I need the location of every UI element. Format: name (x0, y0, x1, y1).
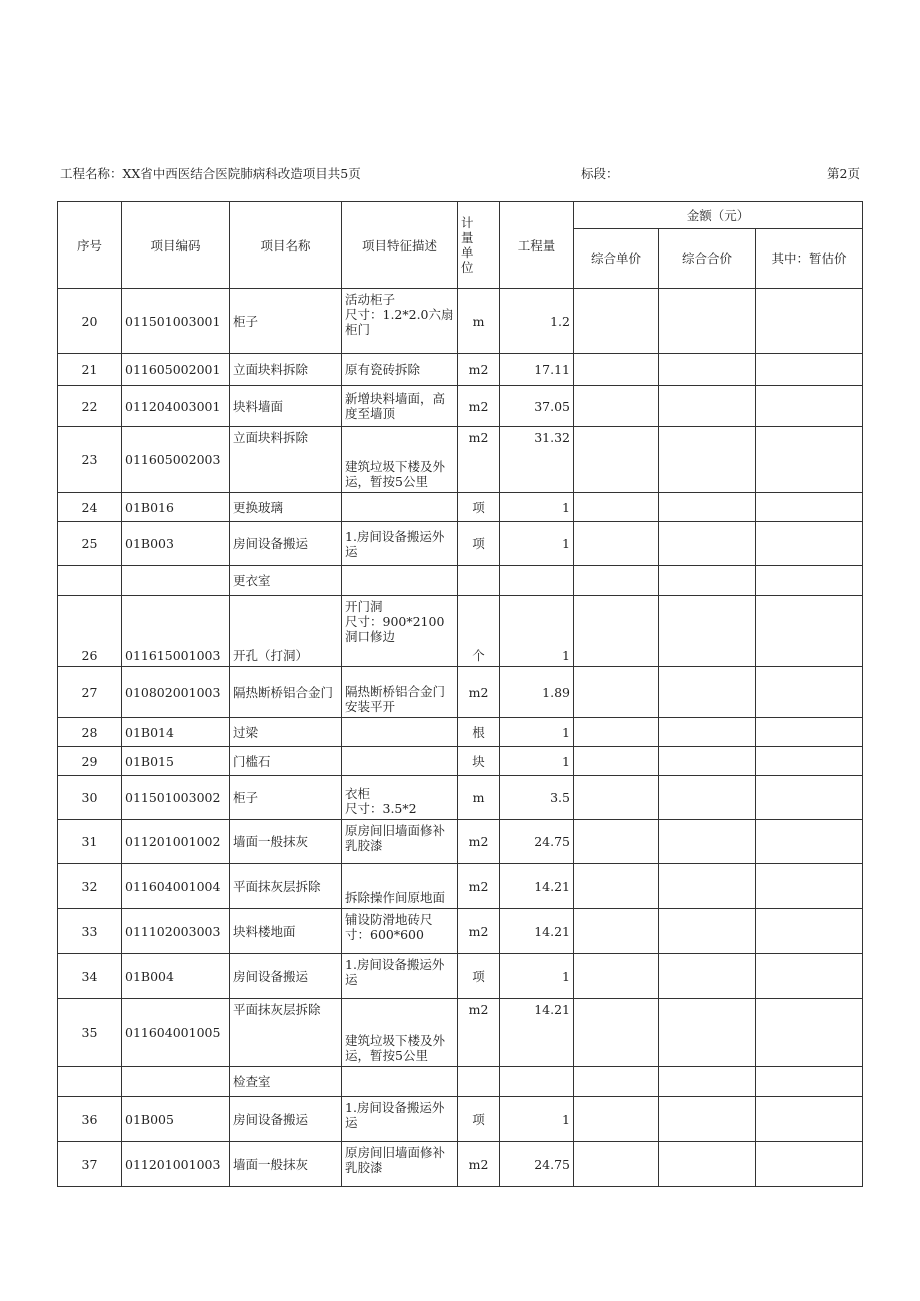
cell-code: 011201001002 (122, 820, 230, 864)
cell-name: 立面块料拆除 (230, 354, 342, 386)
cell-quantity: 17.11 (500, 354, 574, 386)
table-row (58, 596, 863, 667)
cell-provisional (756, 289, 863, 354)
cell-total-price (659, 493, 756, 522)
cell-description: 活动柜子 尺寸：1.2*2.0六扇柜门 (342, 289, 458, 354)
cell-code: 010802001003 (122, 667, 230, 718)
cell-quantity: 1 (500, 718, 574, 747)
cell-index: 22 (58, 386, 122, 427)
cell-code: 01B014 (122, 718, 230, 747)
cell-description: 原房间旧墙面修补乳胶漆 (342, 820, 458, 864)
cell-total-price (659, 522, 756, 566)
cell-unit: m2 (458, 427, 500, 493)
cell-description: 原房间旧墙面修补乳胶漆 (342, 1142, 458, 1187)
cell-total-price (659, 289, 756, 354)
cell-total-price (659, 566, 756, 596)
cell-description: 1.房间设备搬运外运 (342, 1097, 458, 1142)
cell-total-price (659, 354, 756, 386)
cell-description: 铺设防滑地砖尺寸：600*600 (342, 909, 458, 954)
cell-total-price (659, 667, 756, 718)
table-body (58, 289, 863, 1187)
cell-unit: 个 (458, 596, 500, 667)
table-row (58, 776, 863, 820)
cell-name: 房间设备搬运 (230, 1097, 342, 1142)
cell-unit: m (458, 776, 500, 820)
cell-description: 隔热断桥铝合金门安装平开 (342, 667, 458, 718)
cell-unit-price (574, 354, 659, 386)
cell-quantity: 1 (500, 747, 574, 776)
cell-index: 30 (58, 776, 122, 820)
cell-provisional (756, 493, 863, 522)
cell-name: 门槛石 (230, 747, 342, 776)
cell-total-price (659, 596, 756, 667)
cell-unit-price (574, 493, 659, 522)
cell-unit-price (574, 566, 659, 596)
cell-code: 011201001003 (122, 1142, 230, 1187)
cell-unit-price (574, 999, 659, 1067)
cell-quantity: 31.32 (500, 427, 574, 493)
cell-index: 29 (58, 747, 122, 776)
cell-quantity (500, 1067, 574, 1097)
cell-provisional (756, 864, 863, 909)
cell-index: 37 (58, 1142, 122, 1187)
cell-index: 28 (58, 718, 122, 747)
cell-provisional (756, 718, 863, 747)
cell-name: 房间设备搬运 (230, 522, 342, 566)
cell-description: 1.房间设备搬运外运 (342, 522, 458, 566)
cell-unit-price (574, 1097, 659, 1142)
table-row (58, 864, 863, 909)
cell-unit: m2 (458, 820, 500, 864)
cell-index: 32 (58, 864, 122, 909)
section-label: 标段： (581, 166, 619, 181)
cell-quantity: 1 (500, 954, 574, 999)
table-row (58, 386, 863, 427)
cell-total-price (659, 864, 756, 909)
cell-provisional (756, 354, 863, 386)
cell-description (342, 747, 458, 776)
cell-unit-price (574, 522, 659, 566)
cell-quantity: 1 (500, 1097, 574, 1142)
cell-quantity: 24.75 (500, 1142, 574, 1187)
bill-of-quantities-table (57, 201, 863, 1187)
cell-provisional (756, 820, 863, 864)
cell-description: 原有瓷砖拆除 (342, 354, 458, 386)
cell-code: 01B005 (122, 1097, 230, 1142)
cell-total-price (659, 999, 756, 1067)
cell-unit-price (574, 909, 659, 954)
col-name-header: 项目名称 (230, 202, 342, 289)
table-row (58, 354, 863, 386)
cell-unit: m2 (458, 667, 500, 718)
cell-provisional (756, 999, 863, 1067)
cell-description (342, 718, 458, 747)
cell-unit: 项 (458, 954, 500, 999)
table-row (58, 1097, 863, 1142)
table-row (58, 427, 863, 493)
cell-unit: m2 (458, 354, 500, 386)
cell-index: 34 (58, 954, 122, 999)
cell-quantity: 14.21 (500, 999, 574, 1067)
cell-name: 过梁 (230, 718, 342, 747)
cell-name: 平面抹灰层拆除 (230, 999, 342, 1067)
cell-total-price (659, 747, 756, 776)
cell-provisional (756, 909, 863, 954)
section-row (58, 1067, 863, 1097)
cell-provisional (756, 596, 863, 667)
cell-code (122, 566, 230, 596)
cell-unit-price (574, 776, 659, 820)
cell-name: 更换玻璃 (230, 493, 342, 522)
cell-quantity: 37.05 (500, 386, 574, 427)
cell-provisional (756, 776, 863, 820)
cell-index: 27 (58, 667, 122, 718)
cell-unit: m2 (458, 999, 500, 1067)
cell-unit-price (574, 1142, 659, 1187)
cell-description (342, 566, 458, 596)
cell-total-price (659, 776, 756, 820)
cell-total-price (659, 954, 756, 999)
cell-index: 35 (58, 999, 122, 1067)
cell-provisional (756, 1067, 863, 1097)
col-description-header: 项目特征描述 (342, 202, 458, 289)
cell-unit-price (574, 667, 659, 718)
cell-unit-price (574, 596, 659, 667)
cell-provisional (756, 954, 863, 999)
cell-name: 块料墙面 (230, 386, 342, 427)
cell-unit-price (574, 289, 659, 354)
table-row (58, 718, 863, 747)
cell-quantity: 24.75 (500, 820, 574, 864)
cell-quantity: 14.21 (500, 909, 574, 954)
cell-code: 01B015 (122, 747, 230, 776)
cell-quantity (500, 566, 574, 596)
cell-unit (458, 1067, 500, 1097)
cell-description: 新增块料墙面，高度至墙顶 (342, 386, 458, 427)
cell-provisional (756, 1097, 863, 1142)
cell-code: 011102003003 (122, 909, 230, 954)
cell-description: 衣柜 尺寸：3.5*2 (342, 776, 458, 820)
cell-total-price (659, 909, 756, 954)
cell-code: 011501003001 (122, 289, 230, 354)
cell-name: 平面抹灰层拆除 (230, 864, 342, 909)
table-row (58, 667, 863, 718)
cell-unit: 项 (458, 522, 500, 566)
cell-unit: 块 (458, 747, 500, 776)
table-header-row (58, 202, 863, 229)
cell-name: 柜子 (230, 289, 342, 354)
cell-code: 01B004 (122, 954, 230, 999)
cell-provisional (756, 667, 863, 718)
cell-quantity: 1 (500, 596, 574, 667)
col-index-header: 序号 (58, 202, 122, 289)
cell-unit: m2 (458, 909, 500, 954)
cell-unit: m2 (458, 864, 500, 909)
cell-code: 011501003002 (122, 776, 230, 820)
cell-index: 21 (58, 354, 122, 386)
cell-total-price (659, 386, 756, 427)
col-total-price-header: 综合合价 (659, 229, 756, 289)
cell-index: 20 (58, 289, 122, 354)
cell-quantity: 1.2 (500, 289, 574, 354)
col-quantity-header: 工程量 (500, 202, 574, 289)
col-unit-price-header: 综合单价 (574, 229, 659, 289)
section-row (58, 566, 863, 596)
cell-total-price (659, 1067, 756, 1097)
cell-total-price (659, 1097, 756, 1142)
cell-code: 011615001003 (122, 596, 230, 667)
cell-provisional (756, 1142, 863, 1187)
cell-code: 011605002001 (122, 354, 230, 386)
col-provisional-header: 其中：暂估价 (756, 229, 863, 289)
cell-description: 开门洞 尺寸：900*2100洞口修边 (342, 596, 458, 667)
cell-name: 隔热断桥铝合金门 (230, 667, 342, 718)
cell-index: 23 (58, 427, 122, 493)
cell-quantity: 1.89 (500, 667, 574, 718)
cell-index: 24 (58, 493, 122, 522)
cell-description: 拆除操作间原地面 (342, 864, 458, 909)
cell-description (342, 493, 458, 522)
cell-unit (458, 566, 500, 596)
table-row (58, 1142, 863, 1187)
cell-unit-price (574, 1067, 659, 1097)
cell-provisional (756, 427, 863, 493)
cell-unit-price (574, 864, 659, 909)
cell-unit-price (574, 427, 659, 493)
cell-unit-price (574, 747, 659, 776)
cell-provisional (756, 522, 863, 566)
cell-description (342, 1067, 458, 1097)
cell-total-price (659, 1142, 756, 1187)
cell-unit-price (574, 954, 659, 999)
table-row (58, 493, 863, 522)
cell-index: 26 (58, 596, 122, 667)
cell-total-price (659, 718, 756, 747)
cell-name: 立面块料拆除 (230, 427, 342, 493)
cell-code (122, 1067, 230, 1097)
cell-code: 011604001005 (122, 999, 230, 1067)
cell-quantity: 14.21 (500, 864, 574, 909)
table-row (58, 909, 863, 954)
cell-name: 墙面一般抹灰 (230, 820, 342, 864)
cell-name: 墙面一般抹灰 (230, 1142, 342, 1187)
cell-unit: 项 (458, 493, 500, 522)
cell-name: 开孔（打洞） (230, 596, 342, 667)
cell-name: 更衣室 (230, 566, 342, 596)
table-row (58, 820, 863, 864)
table-row (58, 522, 863, 566)
cell-index: 25 (58, 522, 122, 566)
cell-index (58, 566, 122, 596)
table-row (58, 289, 863, 354)
cell-unit: 根 (458, 718, 500, 747)
cell-unit: m2 (458, 386, 500, 427)
cell-code: 011605002003 (122, 427, 230, 493)
cell-description: 1.房间设备搬运外运 (342, 954, 458, 999)
cell-index: 36 (58, 1097, 122, 1142)
cell-name: 房间设备搬运 (230, 954, 342, 999)
cell-quantity: 3.5 (500, 776, 574, 820)
cell-unit: 项 (458, 1097, 500, 1142)
page-number: 第2页 (827, 166, 860, 181)
table-row (58, 999, 863, 1067)
cell-total-price (659, 820, 756, 864)
col-amount-group-header: 金额（元） (574, 202, 863, 229)
col-unit-header (458, 202, 500, 289)
cell-name: 检查室 (230, 1067, 342, 1097)
cell-unit: m (458, 289, 500, 354)
cell-quantity: 1 (500, 522, 574, 566)
cell-index (58, 1067, 122, 1097)
cell-code: 011604001004 (122, 864, 230, 909)
cell-provisional (756, 747, 863, 776)
cell-index: 31 (58, 820, 122, 864)
col-code-header: 项目编码 (122, 202, 230, 289)
cell-unit: m2 (458, 1142, 500, 1187)
cell-unit-price (574, 718, 659, 747)
cell-total-price (659, 427, 756, 493)
cell-code: 01B003 (122, 522, 230, 566)
cell-unit-price (574, 820, 659, 864)
cell-unit-price (574, 386, 659, 427)
cell-name: 柜子 (230, 776, 342, 820)
cell-provisional (756, 386, 863, 427)
table-row (58, 954, 863, 999)
col-unit-header-text: 计量单位 (461, 215, 474, 275)
cell-description: 建筑垃圾下楼及外运，暂按5公里 (342, 999, 458, 1067)
cell-provisional (756, 566, 863, 596)
cell-index: 33 (58, 909, 122, 954)
table-row (58, 747, 863, 776)
cell-name: 块料楼地面 (230, 909, 342, 954)
cell-quantity: 1 (500, 493, 574, 522)
cell-code: 01B016 (122, 493, 230, 522)
cell-description: 建筑垃圾下楼及外运，暂按5公里 (342, 427, 458, 493)
project-name: 工程名称：XX省中西医结合医院肺病科改造项目共5页 (60, 166, 361, 181)
cell-code: 011204003001 (122, 386, 230, 427)
